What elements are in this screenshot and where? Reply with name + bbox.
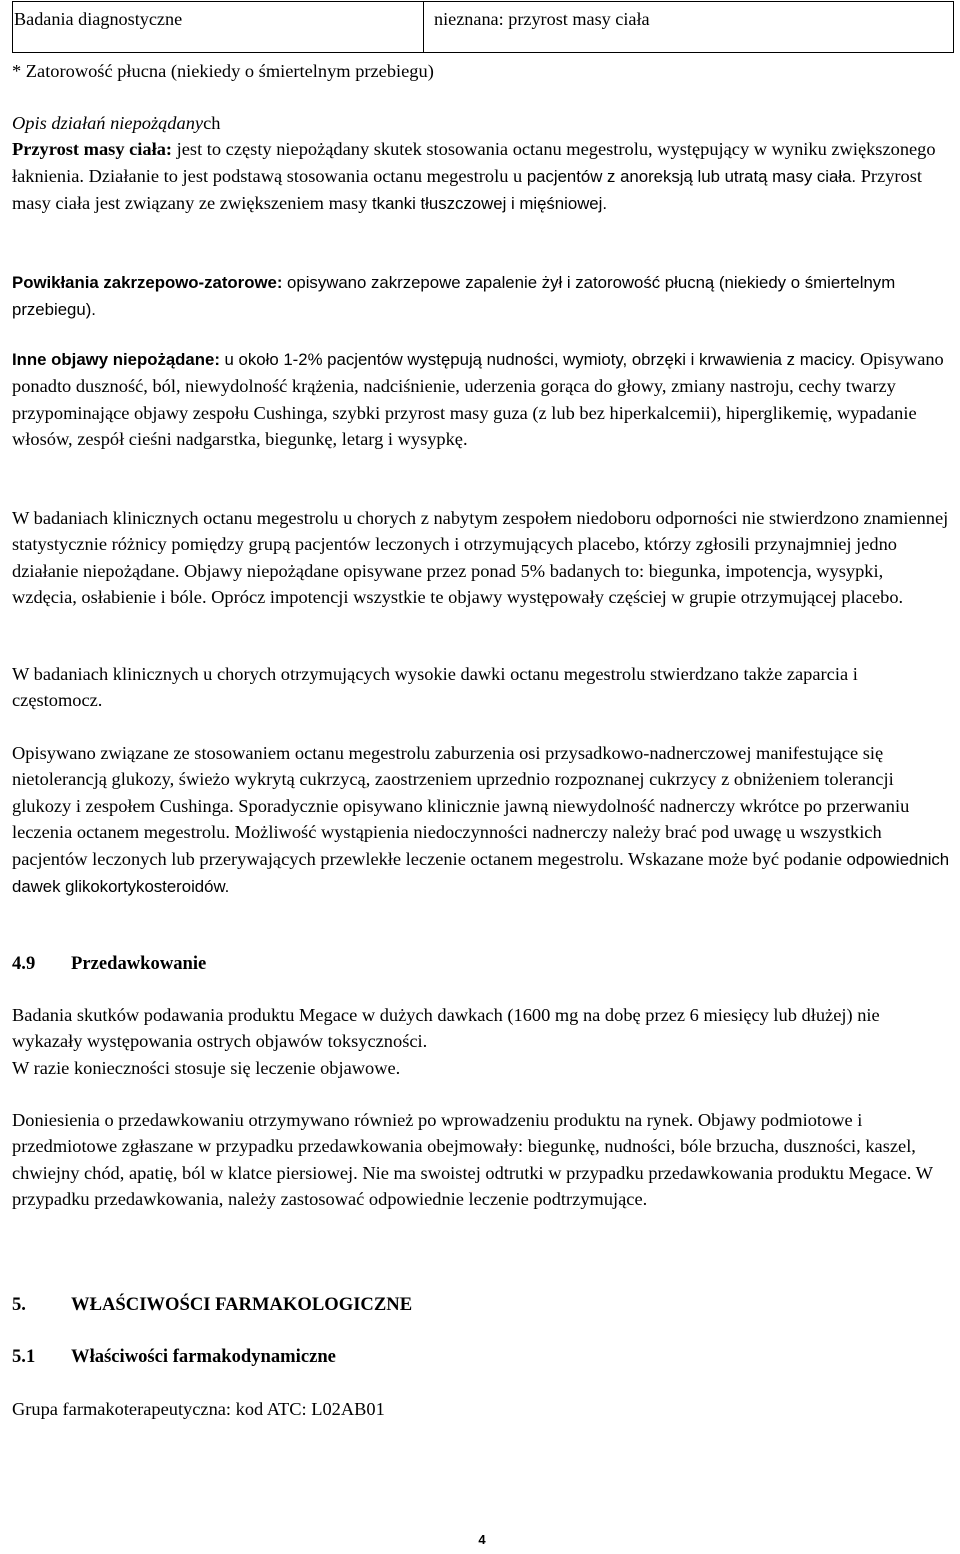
table-cell-frequency: nieznana: przyrost masy ciała [434,9,650,29]
section-4-9-heading [12,951,950,977]
other-text-sans: u około 1-2% pacjentów występują nudności, wymioty, obrzęki i krwawienia z macicy. [224,350,856,369]
adverse-effects-description [12,110,950,218]
thrombo-label: Powikłania zakrzepowo-zatorowe: [12,273,283,292]
table-footnote: * Zatorowość płucna (niekiedy o śmiertelnym przebiegu) [12,61,434,81]
overdose-p1: Badania skutków podawania produktu Megace w dużych dawkach (1600 mg na dobę przez 6 miesięcy lub dłużej) nie wykazały występowania ostrych objawów toksyczności. [12,1005,880,1052]
thrombo-text: opisywano zakrzepowe zapalenie żył i zatorowość płucną (niekiedy o śmiertelnym przebiegu). [12,273,896,320]
adverse-heading-italic: Opis działań niepożądany [12,113,204,133]
adrenal-text-serif: Opisywano związane ze stosowaniem octanu megestrolu zaburzenia osi przysadkowo-nadnerczowej manifestujące się nietolerancją glukozy, świeżo wykrytą cukrzycą, zaostrzeniem uprzednio rozpoznanej cukrzycy z obniżeniem tolerancji glukozy i zespołem Cushinga. Sporadycznie opisywano klinicznie jawną niewydolność nadnerczy wkrótce po przerwaniu leczenia octanem megestrolu. Możliwość wystąpienia niedoczynności nadnerczy należy brać pod uwagę u wszystkich pacjentów leczonych lub przerywających przewlekłe leczenie octanem megestrolu. Wskazane może być podanie [12,743,910,869]
page-number: 4 [478,1532,486,1547]
section-4-9-number: 4.9 [12,953,36,974]
other-adverse-paragraph [12,346,950,453]
section-5-title: WŁAŚCIWOŚCI FARMAKOLOGICZNE [71,1294,413,1315]
atc-code-line: Grupa farmakoterapeutyczna: kod ATC: L02AB01 [12,1399,385,1419]
section-4-9-title: Przedawkowanie [71,953,207,974]
adrenal-paragraph [12,740,950,900]
clinical-high-dose-paragraph: W badaniach klinicznych u chorych otrzymujących wysokie dawki octanu megestrolu stwierdzano także zaparcia i częstomocz. [12,664,858,711]
section-5-heading [12,1292,950,1318]
weight-gain-label: Przyrost masy ciała: [12,139,173,160]
overdose-paragraph-2: Doniesienia o przedawkowaniu otrzymywano również po wprowadzeniu produktu na rynek. Objawy podmiotowe i przedmiotowe zgłaszane w przypadku przedawkowania obejmowały: biegunkę, nudności, bóle brzucha, duszności, kaszel, chwiejny chód, apatię, ból w klatce piersiowej. Nie ma swoistej odtrutki w przypadku przedawkowania produktu Megace. W przypadku przedawkowania, należy zastosować odpowiednie leczenie podtrzymujące. [12,1110,933,1210]
section-5-1-number: 5.1 [12,1346,36,1367]
section-5-number: 5. [12,1294,26,1315]
adverse-heading [12,110,950,136]
thromboembolic-paragraph [12,269,950,324]
adrenal-text-sans: odpowiednich dawek glikokortykosteroidów. [12,849,950,897]
weight-gain-paragraph [12,136,950,217]
weight-gain-text-2: Przyrost masy ciała jest związany ze zwiększeniem masy [12,165,922,214]
adverse-heading-tail: ch [203,113,221,133]
overdose-p1b: W razie konieczności stosuje się leczenie objawowe. [12,1057,401,1078]
weight-gain-sans-2: tkanki tłuszczowej i mięśniowej. [372,194,608,214]
section-5-1-title: Właściwości farmakodynamiczne [71,1346,336,1367]
table-cell-category: Badania diagnostyczne [13,2,424,52]
section-5-1-heading [12,1344,950,1370]
overdose-paragraph-1 [12,1002,950,1081]
weight-gain-sans-1: pacjentów z anoreksją lub utratą masy ciała. [526,166,857,186]
other-text-serif: Opisywano ponadto duszność, ból, niewydolność krążenia, nadciśnienie, uderzenia gorąca do głowy, zmiany nastroju, cechy twarzy przypominające objawy zespołu Cushinga, szybki przyrost masy guza (z lub bez hiperkalcemii), hiperglikemię, wypadanie włosów, zespół cieśni nadgarstka, biegunkę, letarg i wysypkę. [12,349,944,450]
clinical-aids-paragraph: W badaniach klinicznych octanu megestrolu u chorych z nabytym zespołem niedoboru odporności nie stwierdzono znamiennej statystycznie różnicy pomiędzy grupą pacjentów leczonych i otrzymujących placebo, którzy zgłosili przynajmniej jedno działanie niepożądane. Objawy niepożądane opisywane przez ponad 5% badanych to: biegunka, impotencja, wysypki, wzdęcia, osłabienie i bóle. Oprócz impotencji wszystkie te objawy występowały częściej w grupie otrzymującej placebo. [12,508,949,608]
diagnostics-table-row [12,1,954,53]
other-label: Inne objawy niepożądane: [12,350,220,369]
weight-gain-text-1: jest to częsty niepożądany skutek stosowania octanu megestrolu, występujący w wyniku zwiększonego łaknienia. Działanie to jest podstawą stosowania octanu megestrolu u [12,139,936,186]
